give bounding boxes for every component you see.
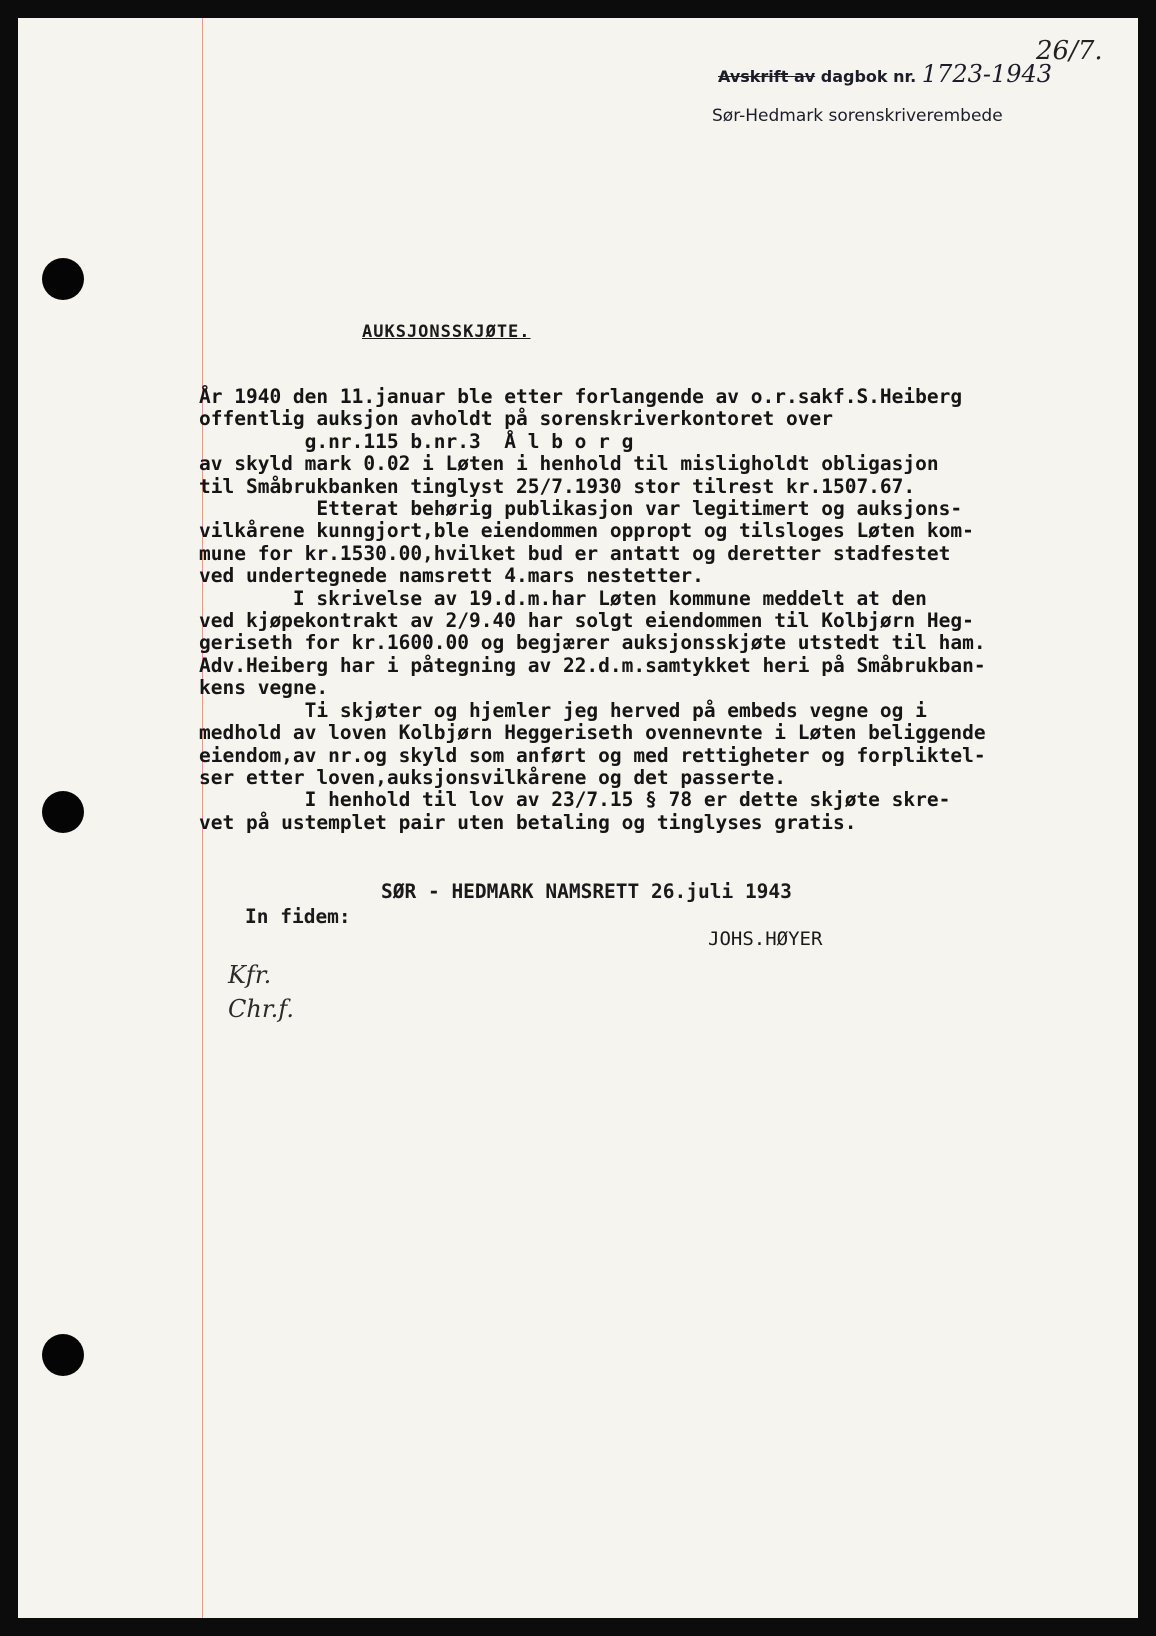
initials-line: Kfr. (228, 961, 272, 989)
initials-line: Chr.f. (228, 995, 294, 1023)
body-line: medhold av loven Kolbjørn Heggeriseth ovennevnte i Løten beliggende (199, 721, 986, 745)
body-line: ved kjøpekontrakt av 2/9.40 har solgt eiendommen til Kolbjørn Heg- (199, 609, 974, 633)
body-line: År 1940 den 11.januar ble etter forlangende av o.r.sakf.S.Heiberg (199, 385, 963, 408)
punch-hole-middle (42, 791, 84, 833)
stamp-entry-number: 1723-1943 (921, 60, 1053, 88)
body-line: vilkårene kunngjort,ble eiendommen oppropt og tilsloges Løten kom- (199, 519, 974, 543)
body-line: I skrivelse av 19.d.m.har Løten kommune meddelt at den (199, 586, 927, 610)
punch-hole-bottom (42, 1334, 84, 1376)
body-line: kens vegne. (199, 676, 329, 700)
body-line: av skyld mark 0.02 i Løten i henhold til misligholdt obligasjon (199, 452, 939, 476)
court-signature-line: SØR - HEDMARK NAMSRETT 26.juli 1943 (381, 880, 792, 903)
body-line: Ti skjøter og hjemler jeg herved på embeds vegne og i (199, 698, 927, 722)
body-line: Adv.Heiberg har i påtegning av 22.d.m.samtykket heri på Småbrukban- (199, 653, 986, 677)
stamp-label-struck: Avskrift av (718, 67, 816, 86)
body-line: mune for kr.1530.00,hvilket bud er antatt og deretter stadfestet (199, 541, 951, 565)
stamp-office: Sør-Hedmark sorenskriverembede (712, 106, 1003, 126)
judge-name: JOHS.HØYER (708, 928, 823, 950)
journal-stamp (718, 60, 1052, 88)
body-line: offentlig auksjon avholdt på sorenskriverkontoret over (199, 407, 833, 431)
body-line: geriseth for kr.1600.00 og begjærer auksjonsskjøte utstedt til ham. (199, 631, 986, 655)
body-line: g.nr.115 b.nr.3 Å l b o r g (199, 429, 634, 453)
body-line: til Småbrukbanken tinglyst 25/7.1930 stor tilrest kr.1507.67. (199, 474, 916, 498)
document-title: AUKSJONSSKJØTE. (362, 322, 531, 342)
deed-body (199, 386, 1119, 834)
body-line: eiendom,av nr.og skyld som anført og med rettigheter og forpliktel- (199, 743, 986, 767)
body-line: I henhold til lov av 23/7.15 § 78 er dette skjøte skre- (199, 788, 951, 812)
body-line: ved undertegnede namsrett 4.mars nestetter. (199, 564, 704, 588)
stamp-label: dagbok nr. (820, 67, 917, 86)
handwritten-date: 26/7. (1036, 36, 1103, 66)
body-line: vet på ustemplet pair uten betaling og tinglyses gratis. (199, 810, 857, 834)
handwritten-initials (228, 958, 294, 1026)
body-line: Etterat behørig publikasjon var legitimert og auksjons- (199, 497, 963, 521)
in-fidem-label: In fidem: (245, 905, 351, 928)
body-line: ser etter loven,auksjonsvilkårene og det passerte. (199, 765, 786, 789)
punch-hole-top (42, 258, 84, 300)
